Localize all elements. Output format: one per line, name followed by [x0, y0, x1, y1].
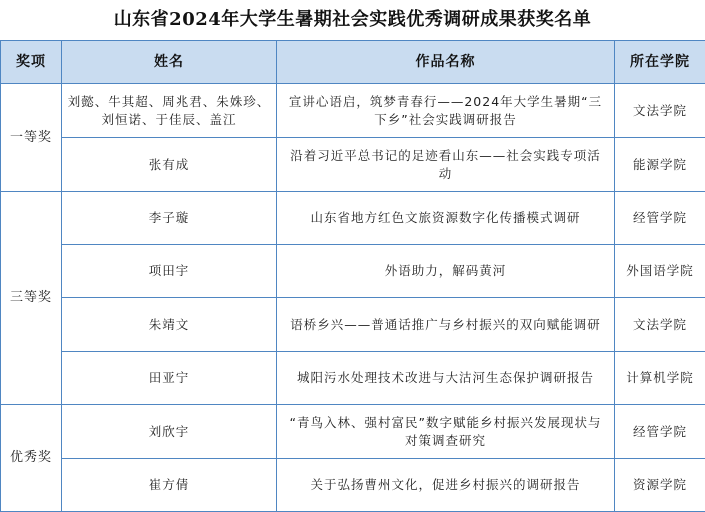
- names-cell: 刘懿、牛其超、周兆君、朱姝珍、刘恒诺、于佳辰、盖江: [62, 84, 277, 138]
- table-row: [1, 352, 705, 405]
- college-cell: 经管学院: [615, 405, 705, 459]
- prize-cell-excellent: 优秀奖: [1, 405, 62, 512]
- table-row: [1, 138, 705, 192]
- college-cell: 能源学院: [615, 138, 705, 192]
- names-cell: 崔方倩: [62, 459, 277, 512]
- prize-cell-first: 一等奖: [1, 84, 62, 192]
- work-cell: 宣讲心语启，筑梦青春行——2024年大学生暑期“三下乡”社会实践调研报告: [277, 84, 615, 138]
- work-cell: “青鸟入林、强村富民”数字赋能乡村振兴发展现状与对策调查研究: [277, 405, 615, 459]
- college-cell: 外国语学院: [615, 245, 705, 298]
- work-cell: 外语助力，解码黄河: [277, 245, 615, 298]
- names-cell: 刘欣宇: [62, 405, 277, 459]
- names-cell: 田亚宁: [62, 352, 277, 405]
- work-cell: 山东省地方红色文旅资源数字化传播模式调研: [277, 192, 615, 245]
- college-cell: 文法学院: [615, 84, 705, 138]
- names-cell: 项田宇: [62, 245, 277, 298]
- awards-table: [0, 40, 705, 512]
- header-prize: 奖项: [1, 41, 62, 84]
- header-names: 姓名: [62, 41, 277, 84]
- college-cell: 计算机学院: [615, 352, 705, 405]
- header-work: 作品名称: [277, 41, 615, 84]
- table-row: [1, 245, 705, 298]
- table-row: [1, 405, 705, 459]
- page-title: 山东省2024年大学生暑期社会实践优秀调研成果获奖名单: [0, 6, 705, 34]
- table-row: [1, 84, 705, 138]
- work-cell: 语桥乡兴——普通话推广与乡村振兴的双向赋能调研: [277, 298, 615, 352]
- names-cell: 朱靖文: [62, 298, 277, 352]
- work-cell: 关于弘扬曹州文化，促进乡村振兴的调研报告: [277, 459, 615, 512]
- table-row: [1, 192, 705, 245]
- college-cell: 文法学院: [615, 298, 705, 352]
- table-row: [1, 459, 705, 512]
- table-header-row: [1, 41, 705, 84]
- prize-cell-third: 三等奖: [1, 192, 62, 405]
- college-cell: 资源学院: [615, 459, 705, 512]
- table-row: [1, 298, 705, 352]
- college-cell: 经管学院: [615, 192, 705, 245]
- header-college: 所在学院: [615, 41, 705, 84]
- names-cell: 张有成: [62, 138, 277, 192]
- work-cell: 沿着习近平总书记的足迹看山东——社会实践专项活动: [277, 138, 615, 192]
- work-cell: 城阳污水处理技术改进与大沽河生态保护调研报告: [277, 352, 615, 405]
- names-cell: 李子璇: [62, 192, 277, 245]
